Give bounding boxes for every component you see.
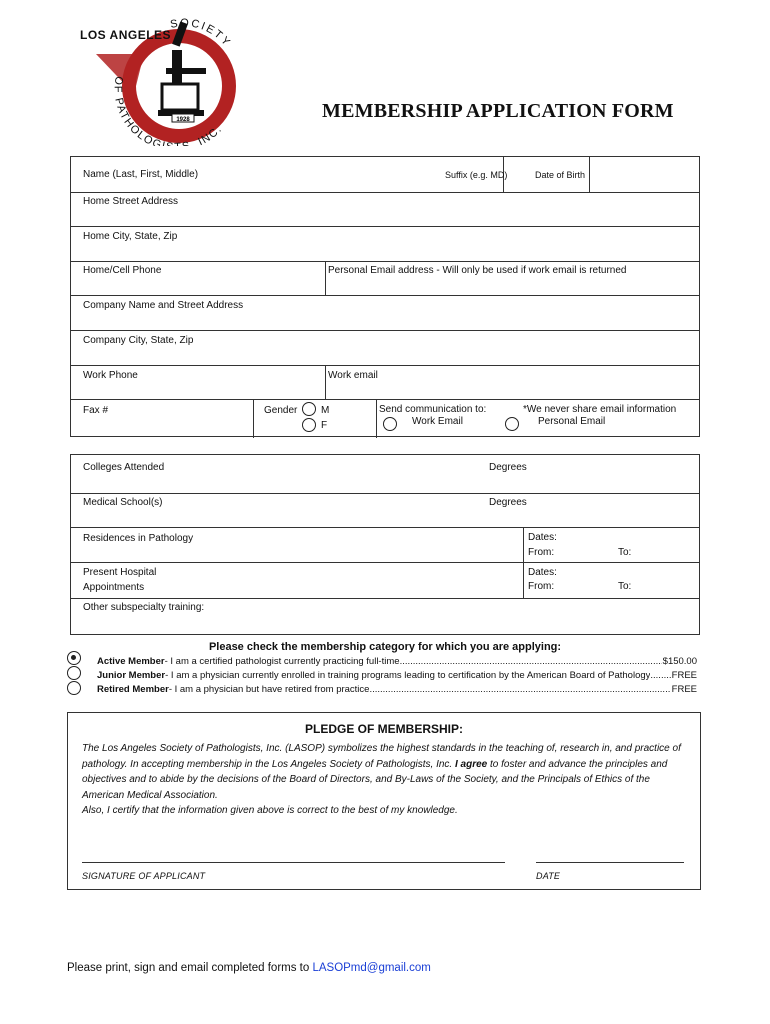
pledge-section	[67, 712, 701, 890]
svg-text:OF PATHOLOGISTS, INC.: OF PATHOLOG , INC.	[111, 75, 225, 146]
active-member-name: Active Member	[97, 656, 165, 667]
gender-f-radio[interactable]	[302, 418, 316, 432]
active-member-option	[97, 656, 697, 668]
work-email-field[interactable]: Work email	[328, 370, 378, 381]
dates-label-1: Dates:	[528, 532, 557, 543]
date-label: DATE	[536, 871, 561, 881]
junior-member-option	[97, 670, 697, 682]
fax-field[interactable]: Fax #	[83, 405, 109, 416]
home-phone-field[interactable]: Home/Cell Phone	[83, 265, 162, 276]
name-field[interactable]: Name (Last, First, Middle)	[83, 169, 199, 180]
page-title: MEMBERSHIP APPLICATION FORM	[322, 100, 674, 122]
from-field-2[interactable]: From:	[528, 581, 555, 592]
society-logo	[76, 14, 248, 146]
gender-label: Gender	[264, 405, 298, 416]
junior-member-radio[interactable]	[67, 666, 81, 680]
send-communication-label: Send communication to:	[379, 404, 487, 415]
junior-member-price: FREE	[671, 670, 697, 681]
junior-member-name: Junior Member	[97, 670, 166, 681]
footer-email-link[interactable]: LASOPmd@gmail.com	[312, 962, 431, 974]
active-member-price: $150.00	[662, 656, 697, 667]
work-email-radio[interactable]	[383, 417, 397, 431]
svg-text:SOCIETY: SOCIETY	[169, 17, 234, 50]
hospital-field-line-1[interactable]: Present Hospital	[83, 567, 157, 578]
active-member-radio[interactable]	[67, 651, 81, 665]
pledge-certify: Also, I certify that the information given above is correct to the best of my knowledge.	[82, 805, 458, 816]
logo-top-text: LOS ANGELES	[80, 28, 172, 42]
other-training-field[interactable]: Other subspecialty training:	[83, 602, 205, 613]
svg-text:1928: 1928	[176, 117, 190, 123]
retired-member-price: FREE	[671, 684, 697, 695]
from-field-1[interactable]: From:	[528, 547, 555, 558]
pledge-text-part-2: to foster and advance the principles and objectives and to abide by the decisions of the Board of Directors, and By-Laws of the Society, and the Principals of Ethics of the American Medical Association.	[82, 758, 668, 801]
work-email-option: Work Email	[412, 416, 463, 427]
company-city-field[interactable]: Company City, State, Zip	[83, 335, 194, 346]
colleges-field[interactable]: Colleges Attended	[83, 462, 165, 473]
education-section	[70, 454, 700, 635]
dob-field[interactable]: Date of Birth	[535, 170, 586, 180]
active-member-desc: - I am a certified pathologist currently practicing full-time	[164, 656, 400, 667]
pledge-text	[82, 741, 686, 819]
gender-m-label: M	[321, 405, 330, 416]
personal-email-field[interactable]: Personal Email address - Will only be used if work email is returned	[328, 265, 627, 276]
suffix-field[interactable]: Suffix (e.g. MD)	[445, 170, 508, 180]
signature-label: SIGNATURE OF APPLICANT	[82, 871, 206, 881]
degrees-field-1[interactable]: Degrees	[489, 462, 527, 473]
company-address-field[interactable]: Company Name and Street Address	[83, 300, 244, 311]
junior-member-desc: - I am a physician currently enrolled in training programs leading to certification by the American Board of Pathology	[165, 670, 651, 681]
personal-email-radio[interactable]	[505, 417, 519, 431]
retired-member-option	[97, 684, 697, 696]
work-phone-field[interactable]: Work Phone	[83, 370, 138, 381]
footer-instructions	[67, 962, 431, 974]
home-address-field[interactable]: Home Street Address	[83, 196, 179, 207]
personal-email-option: Personal Email	[538, 416, 606, 427]
personal-info-section	[70, 156, 700, 437]
residences-field[interactable]: Residences in Pathology	[83, 533, 194, 544]
degrees-field-2[interactable]: Degrees	[489, 497, 527, 508]
to-field-1[interactable]: To:	[618, 547, 632, 558]
retired-member-radio[interactable]	[67, 681, 81, 695]
dates-label-2: Dates:	[528, 567, 557, 578]
hospital-field-line-2: Appointments	[83, 582, 145, 593]
footer-text: Please print, sign and email completed forms to	[67, 962, 313, 974]
home-city-field[interactable]: Home City, State, Zip	[83, 231, 178, 242]
gender-f-label: F	[321, 420, 328, 431]
signature-line[interactable]	[82, 862, 505, 863]
medical-school-field[interactable]: Medical School(s)	[83, 497, 163, 508]
membership-heading: Please check the membership category for which you are applying:	[208, 641, 562, 653]
retired-member-desc: - I am a physician but have retired from practice.	[168, 684, 373, 695]
to-field-2[interactable]: To:	[618, 581, 632, 592]
never-share-note: *We never share email information	[523, 404, 677, 415]
retired-member-name: Retired Member	[97, 684, 169, 695]
gender-m-radio[interactable]	[302, 402, 316, 416]
pledge-text-part-1: The Los Angeles Society of Pathologists, Inc. (LASOP) symbolizes the highest standards in the teaching of, research in, and practice of pathology. In accepting membership in the Los Angeles Society of Pathologists, Inc.	[82, 743, 681, 770]
pledge-agree: I agree	[455, 758, 488, 770]
pledge-title: PLEDGE OF MEMBERSHIP:	[304, 722, 463, 736]
date-line[interactable]	[536, 862, 684, 863]
